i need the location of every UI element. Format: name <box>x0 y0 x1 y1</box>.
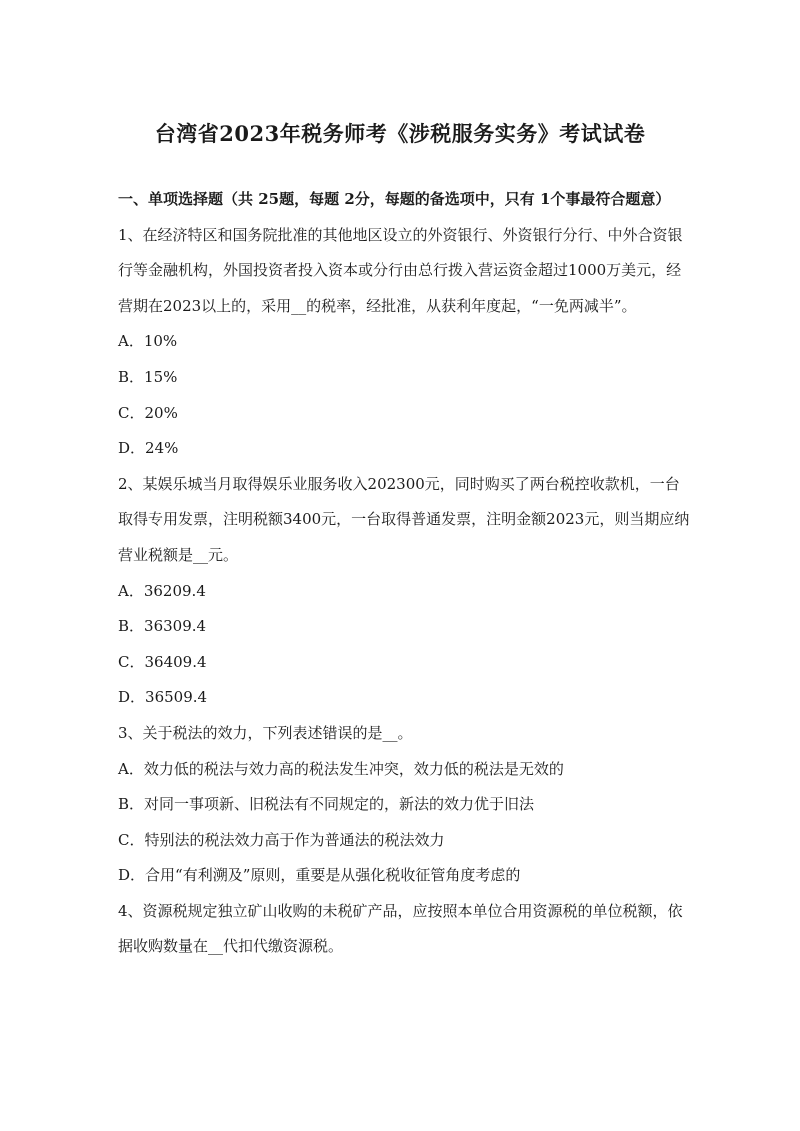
question-2-option-b: B．36309.4 <box>118 617 207 636</box>
question-1-option-a: A．10% <box>118 332 178 351</box>
question-1-option-b: B．15% <box>118 367 178 386</box>
question-3-option-d: D．合用“有利溯及”原则，重要是从强化税收征管角度考虑的 <box>118 866 521 885</box>
question-3-stem: 3、关于税法的效力，下列表述错误的是__。 <box>118 723 413 742</box>
question-2-option-d: D．36509.4 <box>118 688 208 707</box>
section-heading: 一、单项选择题（共 25题，每题 2分，每题的备选项中，只有 1个事最符合题意） <box>118 190 671 208</box>
document-title: 台湾省2023年税务师考《涉税服务实务》考试试卷 <box>154 121 646 146</box>
question-2-option-c: C．36409.4 <box>118 652 207 671</box>
document-body <box>118 182 690 965</box>
question-4-stem: 4、资源税规定独立矿山收购的未税矿产品，应按照本单位合用资源税的单位税额，依据收购数量在__代扣代缴资源税。 <box>118 901 683 956</box>
question-3-option-a: A．效力低的税法与效力高的税法发生冲突，效力低的税法是无效的 <box>118 759 564 778</box>
question-1-option-c: C．20% <box>118 403 178 422</box>
question-1-option-d: D．24% <box>118 439 179 458</box>
question-2-option-a: A．36209.4 <box>118 581 206 600</box>
question-2-stem: 2、某娱乐城当月取得娱乐业服务收入202300元，同时购买了两台税控收款机，一台取得专用发票，注明税额3400元，一台取得普通发票，注明金额2023元，则当期应纳营业税额是__元。 <box>118 474 690 564</box>
question-3-option-b: B．对同一事项新、旧税法有不同规定的，新法的效力优于旧法 <box>118 795 535 814</box>
question-1-stem: 1、在经济特区和国务院批准的其他地区设立的外资银行、外资银行分行、中外合资银行等金融机构，外国投资者投入资本或分行由总行拨入营运资金超过1000万美元，经营期在2023以上的，采用__的税率，经批准，从获利年度起，“一免两减半”。 <box>118 225 683 315</box>
question-3-option-c: C．特别法的税法效力高于作为普通法的税法效力 <box>118 830 445 849</box>
